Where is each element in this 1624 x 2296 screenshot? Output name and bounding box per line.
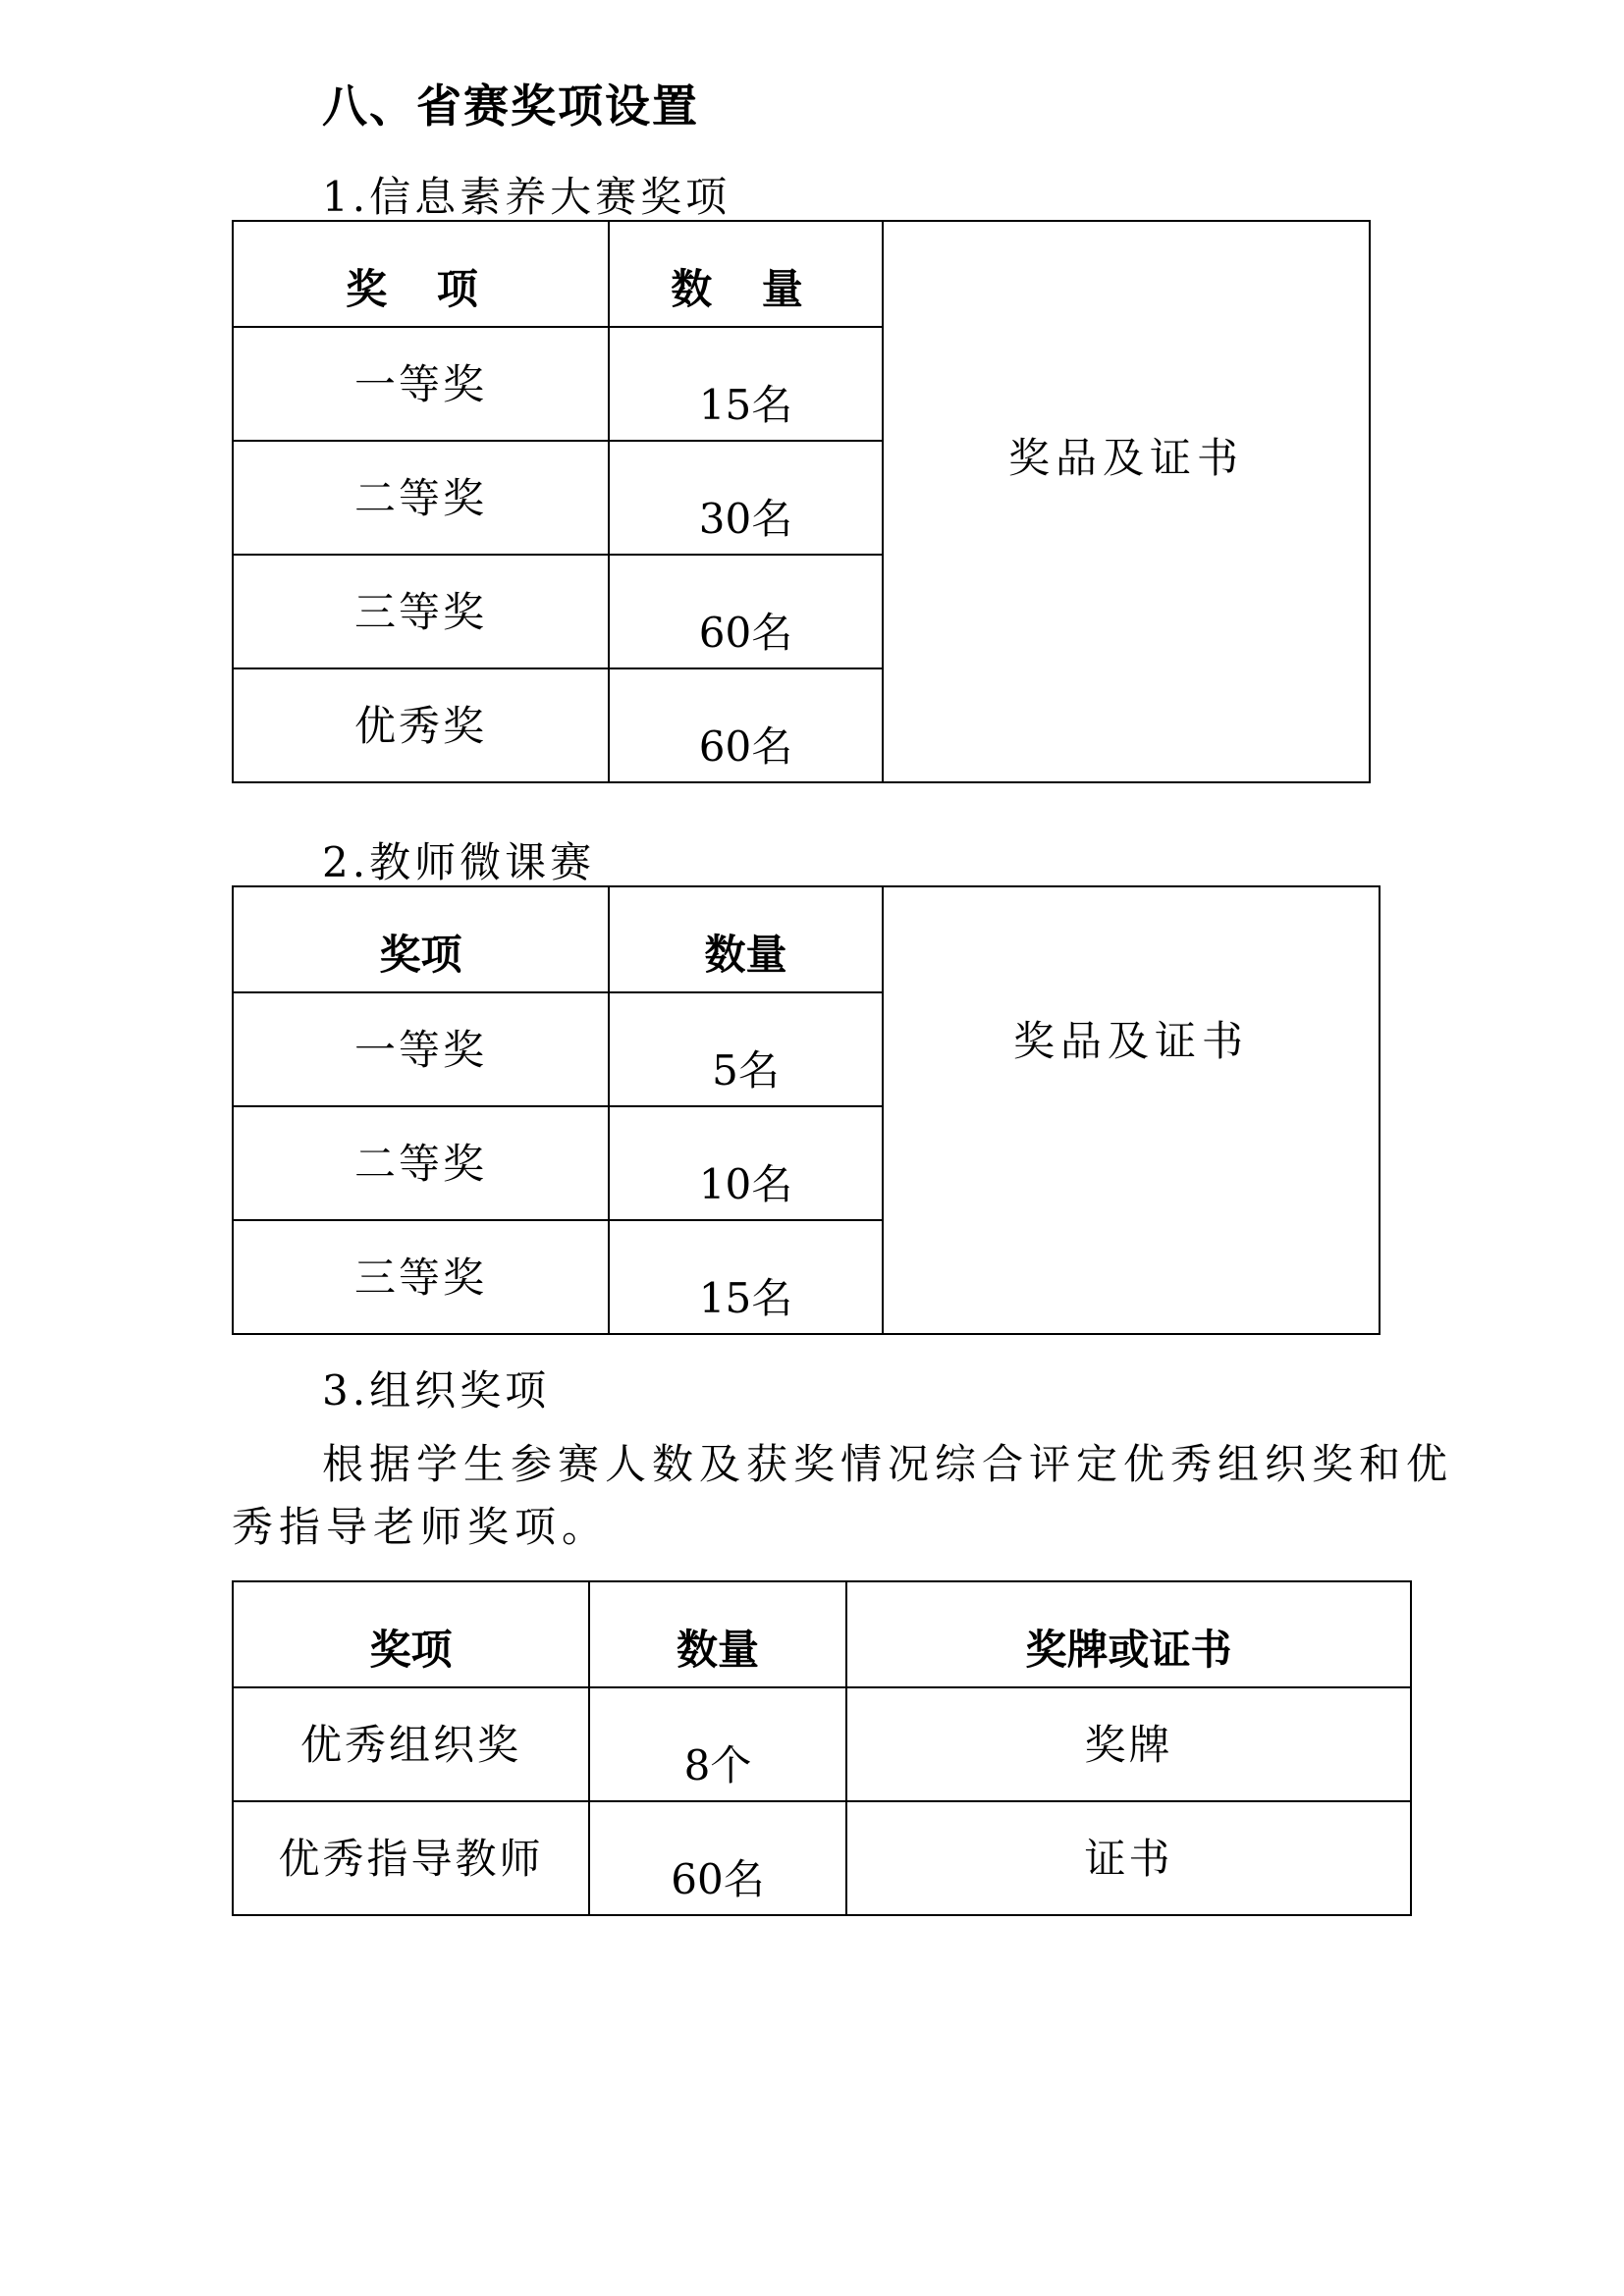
prize-text: 奖品及证书 xyxy=(1012,1017,1249,1065)
count-first: 5名 xyxy=(609,992,883,1106)
count-organization: 8个 xyxy=(589,1687,846,1801)
organization-description: 根据学生参赛人数及获奖情况综合评定优秀组织奖和优秀指导老师奖项。 xyxy=(232,1440,1454,1551)
count-instructor: 60名 xyxy=(589,1801,846,1915)
section-title: 八、省赛奖项设置 xyxy=(322,80,699,133)
count-third: 60名 xyxy=(609,555,883,668)
prize-cell xyxy=(883,221,1370,782)
prize-organization: 奖牌 xyxy=(846,1687,1411,1801)
award-second: 二等奖 xyxy=(233,1106,609,1220)
award-instructor: 优秀指导教师 xyxy=(233,1801,589,1915)
count-excellent: 60名 xyxy=(609,668,883,782)
prize-text: 奖品及证书 xyxy=(1007,434,1244,482)
award-second: 二等奖 xyxy=(233,441,609,555)
organization-award-table xyxy=(232,1580,1412,1916)
award-third: 三等奖 xyxy=(233,555,609,668)
micro-lesson-award-table xyxy=(232,885,1380,1335)
header-award: 奖项 xyxy=(233,1581,589,1687)
award-first: 一等奖 xyxy=(233,992,609,1106)
award-first: 一等奖 xyxy=(233,327,609,441)
prize-instructor: 证书 xyxy=(846,1801,1411,1915)
award-third: 三等奖 xyxy=(233,1220,609,1334)
header-award: 奖项 xyxy=(233,886,609,992)
award-excellent: 优秀奖 xyxy=(233,668,609,782)
count-first: 15名 xyxy=(609,327,883,441)
subheading-micro-lesson: 2.教师微课赛 xyxy=(322,838,596,886)
header-count: 数量 xyxy=(609,886,883,992)
count-second: 30名 xyxy=(609,441,883,555)
header-count: 数量 xyxy=(589,1581,846,1687)
header-count: 数 量 xyxy=(609,221,883,327)
award-organization: 优秀组织奖 xyxy=(233,1687,589,1801)
count-second: 10名 xyxy=(609,1106,883,1220)
count-third: 15名 xyxy=(609,1220,883,1334)
header-prize: 奖牌或证书 xyxy=(846,1581,1411,1687)
info-literacy-award-table xyxy=(232,220,1371,783)
prize-cell xyxy=(883,886,1380,1334)
subheading-organization: 3.组织奖项 xyxy=(322,1366,551,1415)
header-award: 奖 项 xyxy=(233,221,609,327)
subheading-info-literacy: 1.信息素养大赛奖项 xyxy=(322,173,731,221)
